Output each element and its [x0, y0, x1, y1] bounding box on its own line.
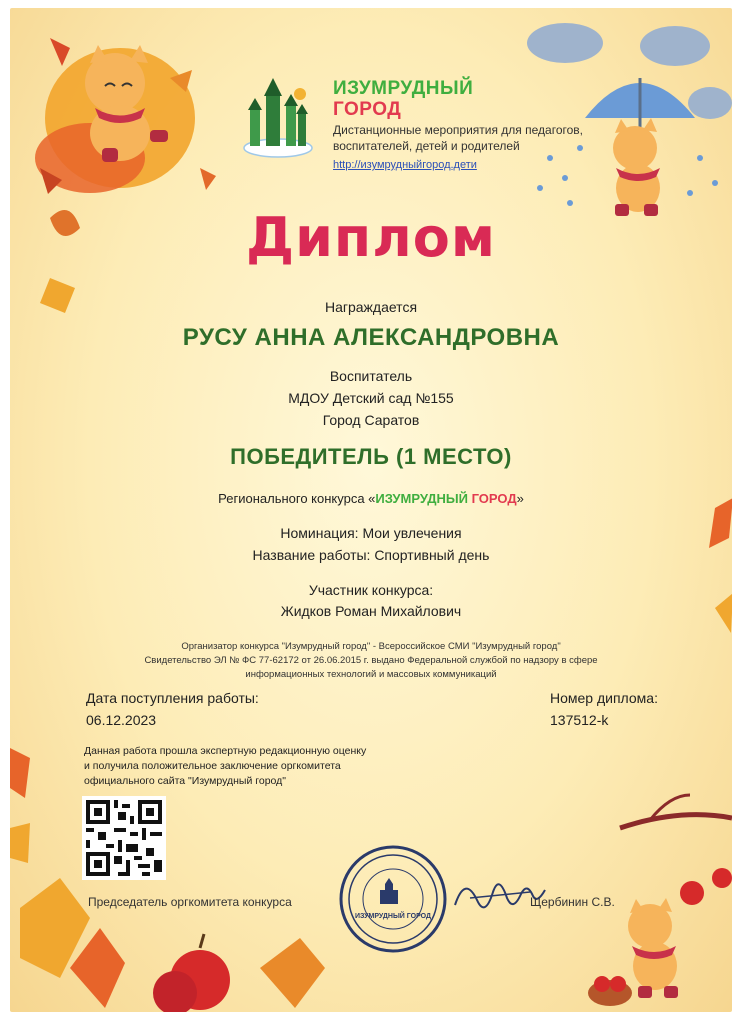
- review-line1: Данная работа прошла экспертную редакционную оценку: [84, 745, 367, 757]
- awarded-label: Награждается: [324, 299, 418, 315]
- diploma-number-value: 137512-k: [550, 712, 609, 728]
- diploma-title: Диплом: [245, 206, 497, 269]
- recipient-position: Воспитатель: [329, 368, 413, 384]
- org-title-line1: ИЗУМРУДНЫЙ: [333, 78, 474, 99]
- organizer-info: [10, 640, 732, 682]
- org-description-line2: воспитателей, детей и родителей: [333, 139, 520, 153]
- review-line3: официального сайта "Изумрудный город": [84, 775, 286, 787]
- work-title: Название работы: Спортивный день: [252, 547, 490, 563]
- contest-suffix: »: [516, 491, 524, 506]
- date-label: Дата поступления работы:: [86, 690, 259, 706]
- participant-label: Участник конкурса:: [308, 582, 434, 598]
- result-heading: ПОБЕДИТЕЛЬ (1 МЕСТО): [230, 444, 512, 469]
- contest-prefix: Регионального конкурса «: [218, 491, 376, 506]
- stamp-text: ИЗУМРУДНЫЙ ГОРОД: [354, 913, 432, 920]
- contest-line: [10, 488, 732, 510]
- org-website-link[interactable]: http://изумрудныйгород.дети: [333, 159, 477, 171]
- date-value: 06.12.2023: [86, 712, 157, 728]
- leaves-left-icon: [10, 748, 30, 863]
- emerald-castle-logo-icon: [242, 74, 314, 158]
- org-description: [333, 122, 583, 154]
- chair-label: Председатель оргкомитета конкурса: [88, 895, 292, 909]
- diploma-sheet: [10, 8, 732, 1012]
- contest-name-green: ИЗУМРУДНЫЙ: [375, 491, 468, 506]
- recipient-city: Город Саратов: [322, 412, 420, 428]
- branch-bottom-right-icon: [620, 795, 732, 905]
- nomination: Номинация: Мои увлечения: [280, 525, 462, 541]
- official-stamp-icon: [338, 844, 448, 954]
- participant-name: Жидков Роман Михайлович: [280, 603, 462, 619]
- organizer-line2: Свидетельство ЭЛ № ФС 77-62172 от 26.06.2015 г. выдано Федеральной службой по надзору в сфере: [144, 655, 598, 666]
- org-title: [333, 78, 473, 120]
- organizer-line1: Организатор конкурса "Изумрудный город" - Всероссийское СМИ "Изумрудный город": [181, 641, 561, 652]
- review-line2: и получила положительное заключение оргкомитета: [84, 760, 341, 772]
- contest-name-red: ГОРОД: [471, 491, 517, 506]
- chair-name: Щербинин С.В.: [530, 895, 615, 909]
- recipient-organization: МДОУ Детский сад №155: [288, 390, 454, 406]
- org-description-line1: Дистанционные мероприятия для педагогов,: [333, 123, 584, 137]
- umbrella-cat-top-right-icon: [527, 23, 732, 216]
- review-note: [84, 744, 366, 789]
- org-title-line2: ГОРОД: [333, 99, 402, 120]
- recipient-name: РУСУ АННА АЛЕКСАНДРОВНА: [182, 324, 560, 351]
- qr-code-icon: [82, 796, 166, 880]
- diploma-number-label: Номер диплома:: [550, 690, 658, 706]
- cat-bottom-right-icon: [588, 898, 678, 1006]
- organizer-line3: информационных технологий и массовых коммуникаций: [245, 669, 497, 680]
